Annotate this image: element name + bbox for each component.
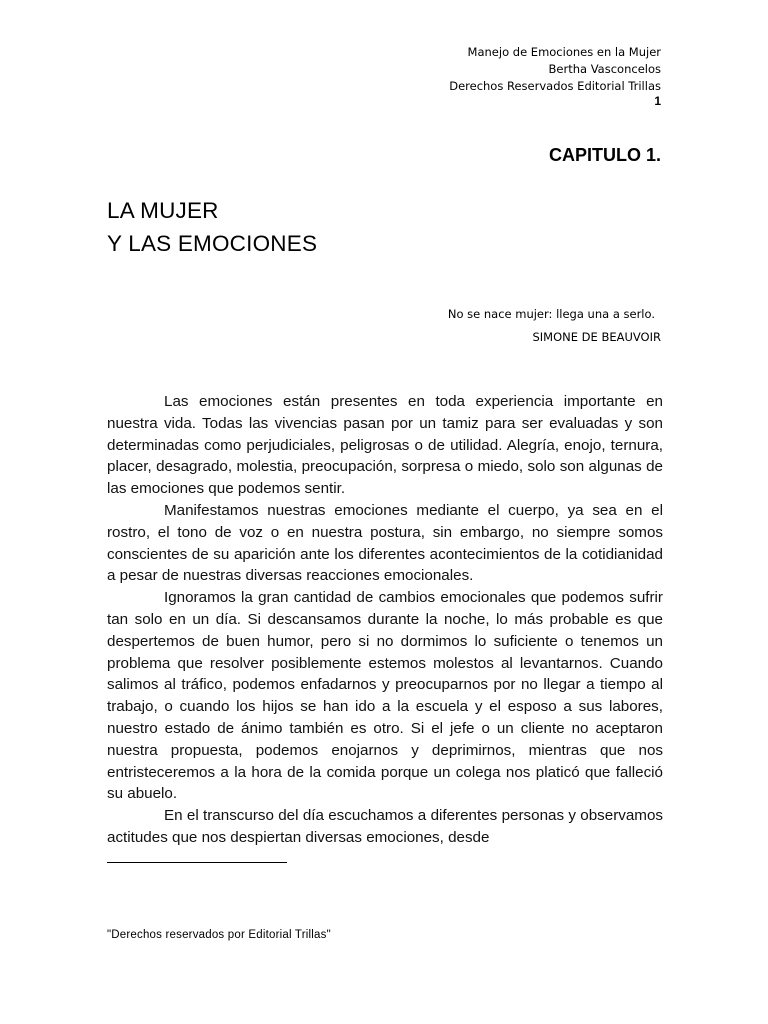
chapter-label: CAPITULO 1.	[548, 145, 661, 165]
epigraph-quote: No se nace mujer: llega una a serlo.	[447, 307, 655, 321]
epigraph	[448, 303, 661, 349]
chapter-title	[107, 194, 317, 260]
paragraph: Las emociones están presentes en toda experiencia importante en nuestra vida. Todas las vivencias pasan por un tamiz para ser evaluadas y son determinadas como perjudiciales, peligrosas o de utilidad. Alegría, enojo, ternura, placer, desagrado, molestia, preocupación, sorpresa o miedo, solo son algunas de las emociones que podemos sentir.	[107, 393, 663, 498]
paragraph: Manifestamos nuestras emociones mediante el cuerpo, ya sea en el rostro, el tono de voz o en nuestra postura, sin embargo, no siempre somos conscientes de su aparición ante los diferentes acontecimientos de la cotidianidad a pesar de nuestras diversas reacciones emocionales.	[107, 501, 663, 585]
paragraph: Ignoramos la gran cantidad de cambios emocionales que podemos sufrir tan solo en un día. Si descansamos durante la noche, lo más probable es que despertemos de buen humor, pero si no dormimos lo suficiente o tenemos un problema que resolver posiblemente estemos molestos al levantarnos. Cuando salimos al tráfico, podemos enfadarnos y preocuparnos por no llegar a tiempo al trabajo, o cuando los hijos se han ido a la escuela y el esposo a sus labores, nuestro estado de ánimo también es otro. Si el jefe o un cliente no aceptaron nuestra propuesta, podemos enojarnos y deprimirnos, mientras que nos entristeceremos a la hora de la comida porque un colega nos platicó que falleció su abuelo.	[107, 589, 663, 803]
running-header	[449, 44, 661, 95]
footnote-divider	[107, 862, 287, 863]
chapter-title-line-2: Y LAS EMOCIONES	[107, 231, 318, 256]
header-book-title: Manejo de Emociones en la Mujer	[467, 45, 661, 59]
epigraph-author: SIMONE DE BEAUVOIR	[532, 330, 661, 344]
header-author: Bertha Vasconcelos	[548, 62, 661, 76]
chapter-title-line-1: LA MUJER	[107, 198, 219, 223]
page-number: 1	[654, 94, 661, 108]
header-copyright: Derechos Reservados Editorial Trillas	[449, 79, 661, 93]
footnote: "Derechos reservados por Editorial Trillas"	[107, 929, 331, 941]
body-text	[107, 391, 663, 849]
paragraph: En el transcurso del día escuchamos a diferentes personas y observamos actitudes que nos despiertan diversas emociones, desde	[107, 807, 663, 846]
